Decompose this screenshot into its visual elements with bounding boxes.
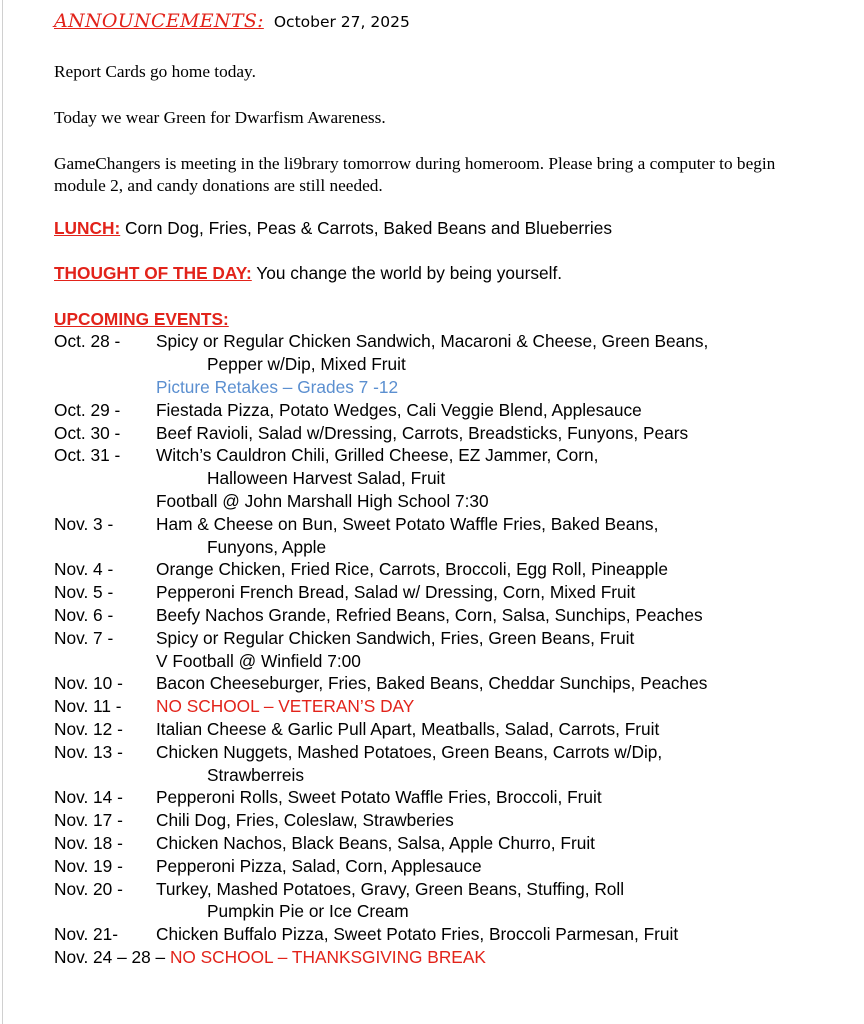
event-menu: Pepperoni Rolls, Sweet Potato Waffle Fries, Broccoli, Fruit bbox=[156, 787, 602, 808]
event-menu-continued: Pumpkin Pie or Ice Cream bbox=[207, 901, 409, 922]
event-row bbox=[54, 558, 844, 581]
event-date: Nov. 11 - bbox=[54, 696, 122, 717]
event-date: Nov. 24 – 28 – bbox=[54, 946, 170, 967]
event-row bbox=[54, 695, 844, 718]
event-menu: Italian Cheese & Garlic Pull Apart, Meatballs, Salad, Carrots, Fruit bbox=[156, 718, 660, 739]
events-section bbox=[54, 308, 844, 969]
event-date: Nov. 12 - bbox=[54, 718, 123, 739]
thought-line bbox=[54, 262, 844, 285]
event-date: Nov. 13 - bbox=[54, 741, 123, 762]
lunch-text: Corn Dog, Fries, Peas & Carrots, Baked Beans and Blueberries bbox=[120, 218, 613, 238]
event-menu: Chicken Nuggets, Mashed Potatoes, Green Beans, Carrots w/Dip, bbox=[156, 741, 663, 762]
event-date: Oct. 31 - bbox=[54, 445, 121, 466]
event-row bbox=[54, 718, 844, 741]
event-note: V Football @ Winfield 7:00 bbox=[156, 650, 361, 671]
thanksgiving-break-row bbox=[54, 946, 844, 969]
announcement-item: Today we wear Green for Dwarfism Awareness. bbox=[54, 108, 386, 127]
upcoming-events-label: UPCOMING EVENTS: bbox=[54, 308, 229, 329]
event-menu: Pepperoni French Bread, Salad w/ Dressing, Corn, Mixed Fruit bbox=[156, 582, 636, 603]
event-date: Nov. 5 - bbox=[54, 582, 114, 603]
event-row bbox=[54, 809, 844, 832]
event-date: Nov. 3 - bbox=[54, 513, 114, 534]
event-date: Nov. 7 - bbox=[54, 627, 114, 648]
event-menu: Ham & Cheese on Bun, Sweet Potato Waffle Fries, Baked Beans, bbox=[156, 513, 659, 534]
event-row bbox=[54, 741, 844, 787]
event-date: Nov. 21- bbox=[54, 924, 119, 945]
event-menu: Spicy or Regular Chicken Sandwich, Fries, Green Beans, Fruit bbox=[156, 627, 635, 648]
event-menu: Spicy or Regular Chicken Sandwich, Macaroni & Cheese, Green Beans, bbox=[156, 331, 709, 352]
event-row bbox=[54, 878, 844, 924]
event-menu: Bacon Cheeseburger, Fries, Baked Beans, Cheddar Sunchips, Peaches bbox=[156, 673, 708, 694]
event-menu-continued: Pepper w/Dip, Mixed Fruit bbox=[207, 354, 406, 375]
event-menu: Chicken Nachos, Black Beans, Salsa, Apple Churro, Fruit bbox=[156, 832, 595, 853]
event-date: Nov. 10 - bbox=[54, 673, 123, 694]
event-date: Nov. 4 - bbox=[54, 559, 114, 580]
event-menu: Witch’s Cauldron Chili, Grilled Cheese, EZ Jammer, Corn, bbox=[156, 445, 599, 466]
event-menu: Chicken Buffalo Pizza, Sweet Potato Fries, Broccoli Parmesan, Fruit bbox=[156, 924, 679, 945]
event-menu: Pepperoni Pizza, Salad, Corn, Applesauce bbox=[156, 855, 482, 876]
event-row bbox=[54, 330, 844, 398]
event-row bbox=[54, 672, 844, 695]
event-row bbox=[54, 513, 844, 559]
event-row bbox=[54, 422, 844, 445]
event-row bbox=[54, 923, 844, 946]
event-menu-continued: Strawberreis bbox=[207, 764, 304, 785]
event-row bbox=[54, 855, 844, 878]
no-school-notice: NO SCHOOL – VETERAN’S DAY bbox=[156, 696, 415, 717]
event-date: Nov. 18 - bbox=[54, 832, 123, 853]
event-date: Oct. 29 - bbox=[54, 399, 121, 420]
event-date: Oct. 28 - bbox=[54, 331, 121, 352]
event-row bbox=[54, 444, 844, 512]
no-school-notice: NO SCHOOL – THANKSGIVING BREAK bbox=[169, 946, 486, 967]
header bbox=[54, 10, 844, 38]
event-row bbox=[54, 832, 844, 855]
announcement-item: GameChangers is meeting in the li9brary tomorrow during homeroom. Please bring a computer to begin module 2, and candy donations are still needed. bbox=[54, 154, 776, 195]
event-row bbox=[54, 627, 844, 673]
lunch-line bbox=[54, 217, 844, 240]
lunch-label: LUNCH: bbox=[54, 218, 121, 238]
announcement-item: Report Cards go home today. bbox=[54, 62, 256, 81]
announcement-document bbox=[54, 10, 844, 969]
announcement-date: October 27, 2025 bbox=[273, 13, 410, 31]
event-menu: Beef Ravioli, Salad w/Dressing, Carrots, Breadsticks, Funyons, Pears bbox=[156, 422, 689, 443]
event-date: Nov. 17 - bbox=[54, 810, 123, 831]
event-menu-continued: Funyons, Apple bbox=[207, 536, 327, 557]
event-menu: Beefy Nachos Grande, Refried Beans, Corn, Salsa, Sunchips, Peaches bbox=[156, 604, 703, 625]
page-edge bbox=[2, 0, 3, 1024]
thought-label: THOUGHT OF THE DAY: bbox=[54, 262, 252, 283]
event-date: Nov. 19 - bbox=[54, 855, 123, 876]
event-menu: Turkey, Mashed Potatoes, Gravy, Green Beans, Stuffing, Roll bbox=[156, 878, 625, 899]
event-menu-continued: Halloween Harvest Salad, Fruit bbox=[207, 468, 446, 489]
thought-text: You change the world by being yourself. bbox=[251, 262, 563, 283]
event-row bbox=[54, 604, 844, 627]
event-menu: Chili Dog, Fries, Coleslaw, Strawberies bbox=[156, 810, 454, 831]
event-note: Picture Retakes – Grades 7 -12 bbox=[156, 376, 399, 397]
event-row bbox=[54, 399, 844, 422]
event-date: Nov. 20 - bbox=[54, 878, 123, 899]
event-row bbox=[54, 786, 844, 809]
event-note: Football @ John Marshall High School 7:30 bbox=[156, 490, 489, 511]
announcements-title: ANNOUNCEMENTS: bbox=[54, 10, 264, 32]
event-date: Nov. 6 - bbox=[54, 604, 114, 625]
event-date: Oct. 30 - bbox=[54, 422, 121, 443]
event-row bbox=[54, 581, 844, 604]
event-menu: Orange Chicken, Fried Rice, Carrots, Broccoli, Egg Roll, Pineapple bbox=[156, 559, 668, 580]
event-menu: Fiestada Pizza, Potato Wedges, Cali Veggie Blend, Applesauce bbox=[156, 399, 642, 420]
event-date: Nov. 14 - bbox=[54, 787, 123, 808]
